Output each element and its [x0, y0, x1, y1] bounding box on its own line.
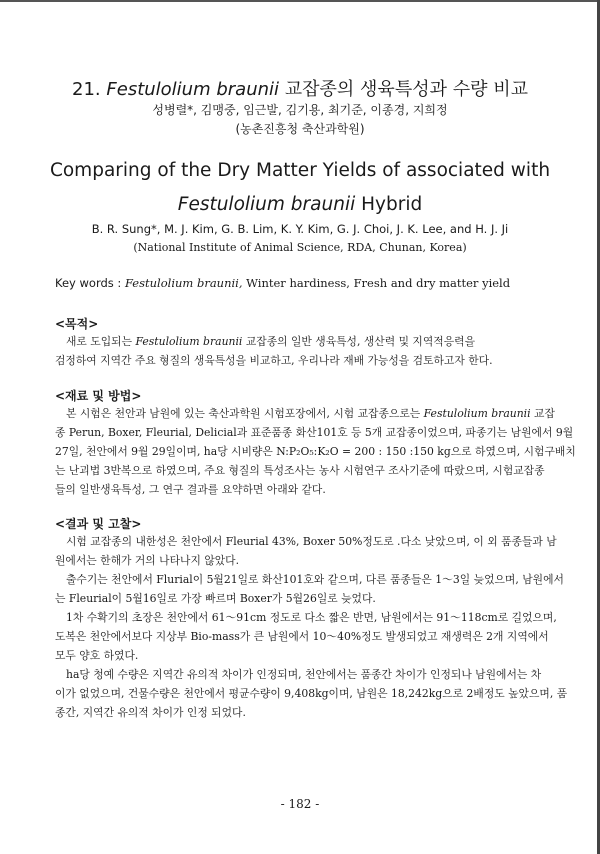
species-name: Festulolium braunii: [135, 335, 243, 348]
paragraph-line: 1차 수확기의 초장은 천안에서 61～91cm 정도로 다소 짧은 반면, 남원에서는 91～118cm로 길었으며,: [66, 611, 557, 624]
paragraph-line: 이가 없었으며, 건물수량은 천안에서 평균수량이 9,408kg이며, 남원은 18,242kg으로 2배정도 높았으며, 품: [55, 687, 568, 700]
paragraph-line: 시험 교잡종의 내한성은 천안에서 Fleurial 43%, Boxer 50%정도로 .다소 낮았으며, 이 외 품종들과 남: [66, 535, 557, 548]
section-body-methods: [55, 404, 576, 499]
paragraph-line: 검정하여 지역간 주요 형질의 생육특성을 비교하고, 우리나라 재배 가능성을 검토하고자 한다.: [55, 354, 493, 367]
paragraph-line: [55, 332, 547, 351]
title-english-line2: [0, 194, 600, 215]
title-korean-text: 교잡종의 생육특성과 수량 비교: [284, 79, 528, 100]
text-span: 본 시험은 천안과 남원에 있는 축산과학원 시험포장에서, 시험 교잡종으로는: [66, 407, 421, 420]
text-span: 교잡종의 일반 생육특성, 생산력 및 지역적응력을: [245, 335, 476, 348]
paragraph-line: 들의 일반생육특성, 그 연구 결과를 요약하면 아래와 같다.: [55, 483, 326, 496]
keywords-list: Winter hardiness, Fresh and dry matter yield: [246, 276, 511, 290]
paragraph-line: 도복은 천안에서보다 지상부 Bio-mass가 큰 남원에서 10～40%정도 발생되었고 재생력은 2개 지역에서: [55, 630, 549, 643]
species-name: Festulolium braunii: [423, 407, 531, 420]
text-span: 교잡: [534, 407, 555, 420]
title-english-rest: Hybrid: [361, 194, 423, 215]
title-number: 21.: [72, 79, 101, 100]
keywords-species: Festulolium braunii,: [124, 276, 243, 290]
title-species-name: Festulolium braunii: [106, 79, 280, 100]
paragraph-line: 모두 양호 하였다.: [55, 649, 139, 662]
title-english-species: Festulolium braunii: [177, 194, 356, 215]
affiliation-korean: (농촌진흥청 축산과학원): [235, 122, 365, 136]
section-body-objective: [55, 332, 547, 370]
title-korean: [0, 75, 600, 101]
keywords-label: Key words :: [55, 276, 122, 290]
paragraph-line: 27일, 천안에서 9월 29일이며, ha당 시비량은 N:P₂O₅:K₂O = 200 : 150 :150 kg으로 하였으며, 시험구배치: [55, 445, 576, 458]
paragraph-line: [55, 404, 555, 423]
section-body-results: [55, 532, 568, 722]
keywords: [55, 276, 555, 290]
paragraph-line: 종 Perun, Boxer, Fleurial, Delicial과 표준품종 화산101호 등 5개 교잡종이었으며, 파종기는 남원에서 9월: [55, 426, 574, 439]
paragraph-line: 는 난괴법 3반복으로 하였으며, 주요 형질의 특성조사는 농사 시험연구 조사기준에 따랐으며, 시험교잡종: [55, 464, 545, 477]
authors-english: B. R. Sung*, M. J. Kim, G. B. Lim, K. Y. Kim, G. J. Choi, J. K. Lee, and H. J. Ji: [91, 222, 509, 236]
paragraph-line: 원에서는 한해가 거의 나타나지 않았다.: [55, 554, 240, 567]
section-heading-objective: <목적>: [55, 317, 99, 331]
affiliation-english: (National Institute of Animal Science, RDA, Chunan, Korea): [133, 241, 467, 254]
title-english-line1: Comparing of the Dry Matter Yields of associated with: [49, 160, 551, 181]
paragraph-line: 는 Fleurial이 5월16일로 가장 빠르며 Boxer가 5월26일로 늦었다.: [55, 592, 376, 605]
section-heading-methods: <재료 및 방법>: [55, 389, 142, 403]
paragraph-line: ha당 청예 수량은 지역간 유의적 차이가 인정되며, 천안에서는 품종간 차이가 인정되나 남원에서는 차: [66, 668, 542, 681]
text-span: 새로 도입되는: [66, 335, 133, 348]
page-number: - 182 -: [280, 797, 320, 811]
paragraph-line: 종간, 지역간 유의적 차이가 인정 되었다.: [55, 706, 246, 719]
authors-korean: 성병렬*, 김맹중, 임근발, 김기용, 최기준, 이종경, 지희정: [152, 103, 448, 117]
section-heading-results: <결과 및 고찰>: [55, 517, 142, 531]
paragraph-line: 출수기는 천안에서 Flurial이 5월21일로 화산101호와 같으며, 다른 품종들은 1～3일 늦었으며, 남원에서: [66, 573, 564, 586]
